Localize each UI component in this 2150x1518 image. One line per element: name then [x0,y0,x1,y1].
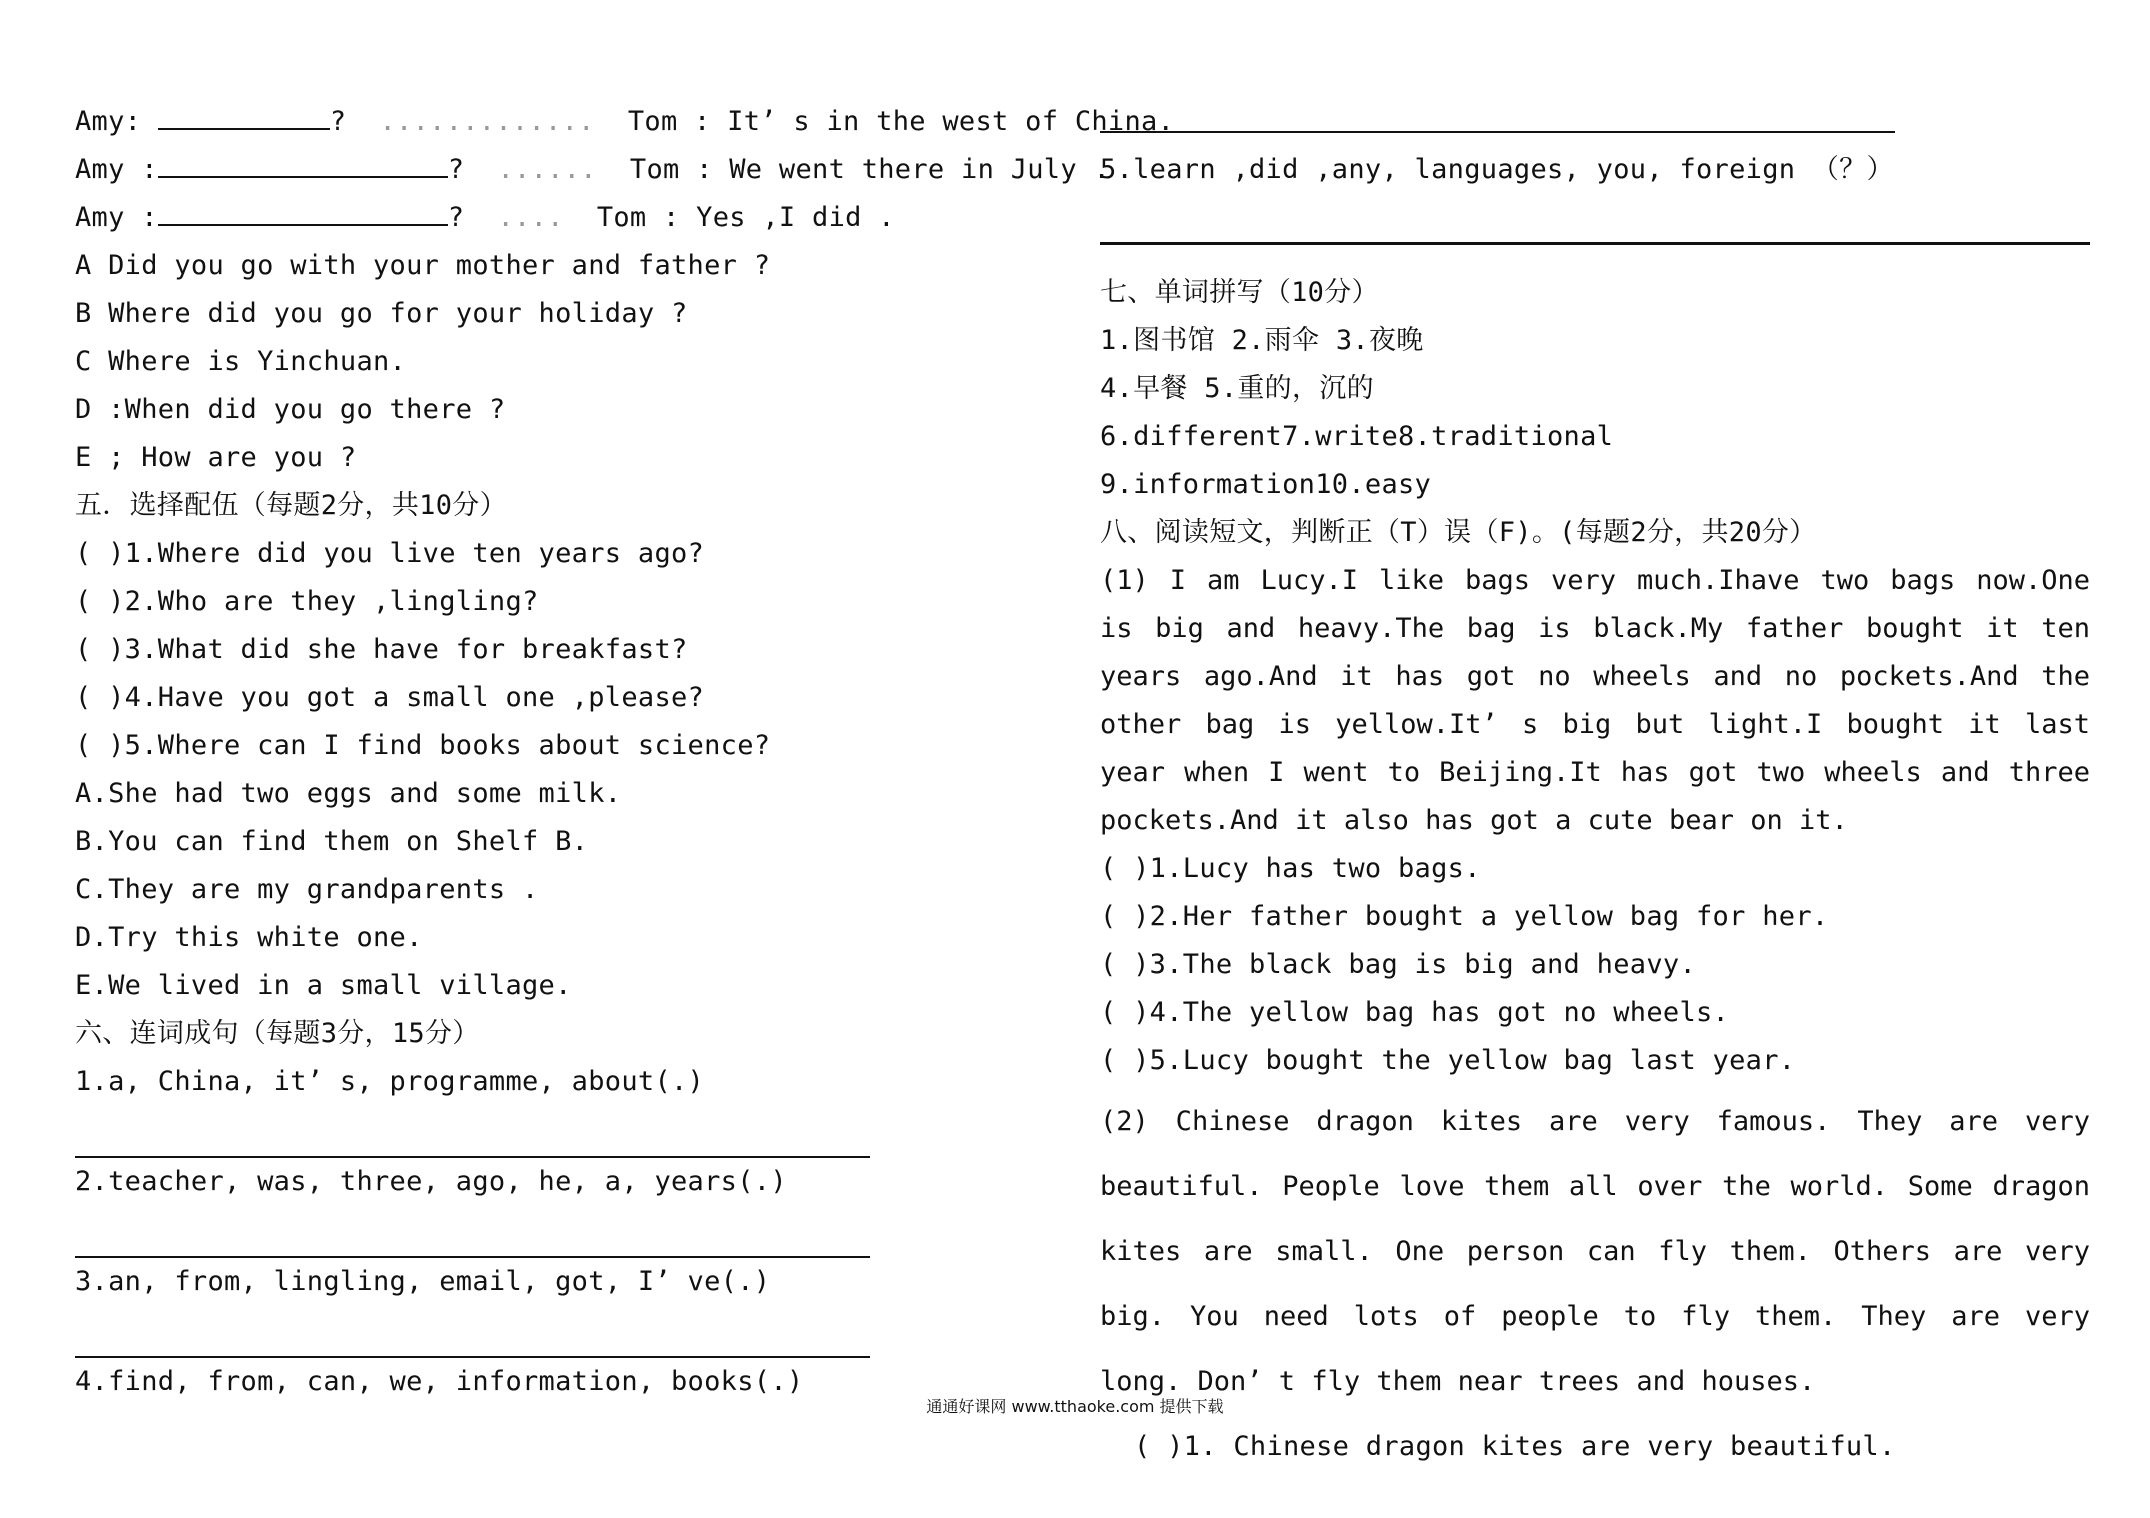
question-line: ( )3.What did she have for breakfast? [75,634,688,665]
dialogue-line-1: Amy: ? ............. Tom : It’ s in the west of China. [75,98,875,146]
left-column [75,98,1175,1406]
answer-line[interactable] [75,1106,870,1158]
dialogue-line-3: Amy : ? .... Tom : Yes ,I did . [75,194,875,242]
speaker-amy: Amy : [75,202,158,233]
tom-reply: Tom : We went there in July . [629,154,1111,185]
answer-blank[interactable] [158,194,448,226]
answer-blank[interactable] [158,146,448,178]
dialogue-line-2: Amy : ? ...... Tom : We went there in July . [75,146,875,194]
sentence-item: 3.an, from, lingling, email, got, I’ ve(.) [75,1266,771,1297]
option-line: B Where did you go for your holiday ? [75,298,688,329]
section-6-title: 六、连词成句（每题3分，15分） [75,1018,480,1049]
answer-choice: E.We lived in a small village. [75,970,572,1001]
question-line: ( )2.Who are they ,lingling? [75,586,539,617]
question-line: ( )4.Have you got a small one ,please? [75,682,705,713]
question-line: ( )5.Where can I find books about science? [75,730,771,761]
speaker-amy: Amy: [75,106,142,137]
tf-question: ( )1. Chinese dragon kites are very beautiful. [1134,1431,1896,1462]
tom-reply: Tom : It’ s in the west of China. [627,106,1175,137]
section-8-title: 八、阅读短文，判断正（T）误（F)。(每题2分，共20分） [1100,517,1817,548]
speaker-amy: Amy : [75,154,158,185]
spelling-line: 6.different7.write8.traditional [1100,421,1614,452]
answer-choice: A.She had two eggs and some milk. [75,778,622,809]
answer-choice: B.You can find them on Shelf B. [75,826,589,857]
sentence-item: 4.find, from, can, we, information, books(.) [75,1366,804,1397]
section-7-title: 七、单词拼写（10分） [1100,277,1379,308]
sentence-item: 5.learn ,did ,any, languages, you, foreign （？） [1100,154,1894,185]
answer-choice: C.They are my grandparents . [75,874,539,905]
tf-question: ( )4.The yellow bag has got no wheels. [1100,997,1730,1028]
answer-blank[interactable] [158,98,330,130]
spelling-line: 4.早餐 5.重的，沉的 [1100,373,1374,404]
tf-question: ( )5.Lucy bought the yellow bag last year. [1100,1045,1796,1076]
answer-choice: D.Try this white one. [75,922,423,953]
tf-question: ( )1.Lucy has two bags. [1100,853,1481,884]
spelling-line: 1.图书馆 2.雨伞 3.夜晚 [1100,325,1424,356]
option-line: E ; How are you ? [75,442,357,473]
answer-line[interactable] [75,1206,870,1258]
option-line: C Where is Yinchuan. [75,346,407,377]
footer-source: 通通好课网 www.tthaoke.com 提供下载 [926,1397,1224,1416]
answer-line[interactable] [1100,131,1895,133]
sentence-item: 1.a, China, it’ s, programme, about(.) [75,1066,705,1097]
question-line: ( )1.Where did you live ten years ago? [75,538,705,569]
right-column [1100,146,2090,1479]
spelling-line: 9.information10.easy [1100,469,1432,500]
sentence-item: 2.teacher, was, three, ago, he, a, years(.) [75,1166,787,1197]
tf-question: ( )2.Her father bought a yellow bag for her. [1100,901,1829,932]
option-line: A Did you go with your mother and father ? [75,250,771,281]
section-5-title: 五．选择配伍（每题2分，共10分） [75,490,507,521]
answer-line[interactable] [75,1306,870,1358]
answer-line[interactable] [1100,194,2090,245]
reading-passage-1: (1) I am Lucy.I like bags very much.Ihave two bags now.One is big and heavy.The bag is black.My father bought it ten years ago.And it has got no wheels and no pockets.And the other bag is yellow.It’ s big but light.I bought it last year when I went to Beijing.It has got two wheels and three pockets.And it also has got a cute bear on it. [1100,565,2090,836]
tom-reply: Tom : Yes ,I did . [596,202,895,233]
reading-passage-2: (2) Chinese dragon kites are very famous. They are very beautiful. People love them all over the world. Some dragon kites are small. One person can fly them. Others are very big. You need lots of people to fly them. They are very long. Don’ t fly them near trees and houses. [1100,1106,2090,1397]
option-line: D :When did you go there ? [75,394,506,425]
tf-question: ( )3.The black bag is big and heavy. [1100,949,1696,980]
